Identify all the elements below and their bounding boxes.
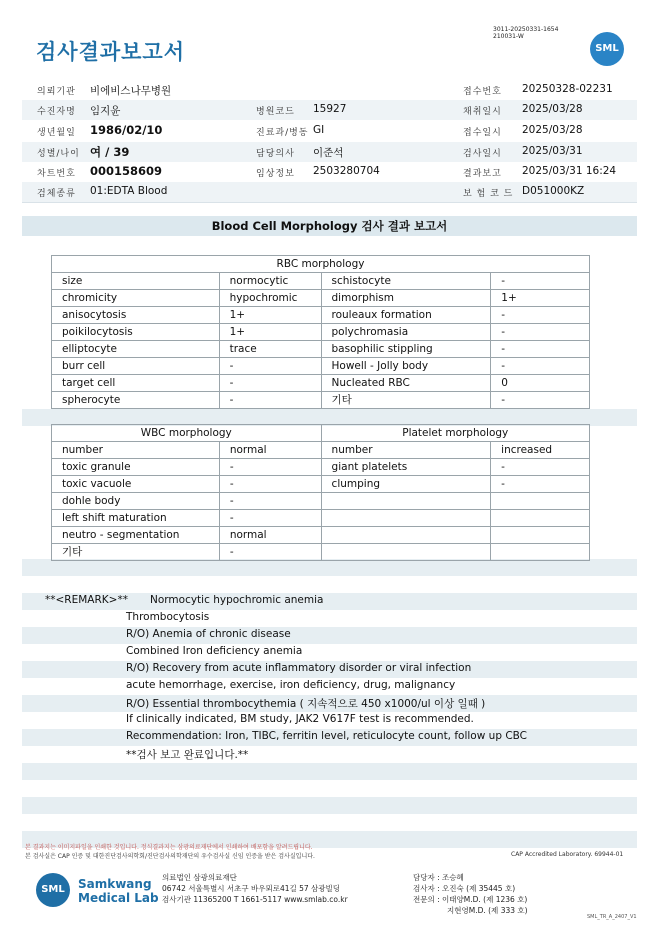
table-cell: -	[491, 307, 590, 324]
header-value: 1986/02/10	[90, 123, 163, 137]
header-label: 보 험 코 드	[463, 189, 514, 199]
table-cell: Howell - Jolly body	[321, 358, 491, 375]
header-label: 차트번호	[37, 169, 76, 179]
table-cell: number	[321, 442, 491, 459]
header-label: 수진자명	[37, 107, 76, 117]
table-cell: normal	[219, 442, 321, 459]
footer-note-print: 본 결과지는 이미지파일을 인쇄한 것입니다. 정식결과지는 삼광의료재단에서 인쇄하여 배포함을 알려드립니다.	[25, 844, 313, 851]
header-row	[22, 121, 637, 141]
table-cell: -	[219, 510, 321, 527]
header-value: 2025/03/28	[522, 103, 583, 115]
header-label: 채취일시	[463, 107, 502, 117]
remark-line: R/O) Recovery from acute inflammatory disorder or viral infection	[126, 662, 472, 674]
table-row	[52, 290, 590, 307]
header-label: 검사일시	[463, 149, 502, 159]
table-row	[52, 392, 590, 409]
header-value: 여 / 39	[90, 145, 130, 159]
table-cell: schistocyte	[321, 273, 491, 290]
header-label: 생년월일	[37, 128, 76, 138]
lab-name-line: Samkwang	[78, 877, 152, 891]
table-row	[52, 544, 590, 561]
header-value: 이준석	[313, 147, 344, 159]
remark-line: Recommendation: Iron, TIBC, ferritin level, reticulocyte count, follow up CBC	[126, 730, 527, 742]
rbc-table-title: RBC morphology	[52, 256, 590, 273]
footer-note-accreditation: 본 검사실은 CAP 인증 및 대한진단검사의학회/진단검사의학재단의 우수검사실 신임 인증을 받은 검사실입니다.	[25, 853, 315, 860]
table-cell: -	[491, 358, 590, 375]
table-cell: normal	[219, 527, 321, 544]
table-cell: -	[491, 476, 590, 493]
table-cell: increased	[491, 442, 590, 459]
table-cell: toxic vacuole	[52, 476, 220, 493]
rbc-morphology-table	[51, 255, 590, 409]
table-row	[52, 476, 590, 493]
table-row	[52, 527, 590, 544]
header-label: 접수일시	[463, 128, 502, 138]
table-cell: giant platelets	[321, 459, 491, 476]
samkwang-logo-icon: SML	[36, 873, 70, 907]
header-row	[22, 80, 637, 100]
header-row	[22, 182, 637, 202]
table-cell: -	[491, 341, 590, 358]
table-row	[52, 324, 590, 341]
signer-line: 담당자 : 조승혜	[413, 873, 464, 882]
table-row	[52, 493, 590, 510]
header-label: 검체종류	[37, 189, 76, 199]
table-cell: -	[219, 392, 321, 409]
table-row	[52, 459, 590, 476]
table-cell: basophilic stippling	[321, 341, 491, 358]
remark-label: **<REMARK>**	[45, 594, 128, 606]
table-cell: left shift maturation	[52, 510, 220, 527]
lab-name	[78, 877, 159, 905]
table-cell: 기타	[321, 392, 491, 409]
table-cell: trace	[219, 341, 321, 358]
header-value: 01:EDTA Blood	[90, 185, 168, 197]
table-cell	[491, 510, 590, 527]
table-cell	[491, 527, 590, 544]
table-cell: elliptocyte	[52, 341, 220, 358]
table-cell: clumping	[321, 476, 491, 493]
platelet-table-title: Platelet morphology	[321, 425, 589, 442]
table-row	[52, 358, 590, 375]
table-cell: Nucleated RBC	[321, 375, 491, 392]
header-value: GI	[313, 124, 325, 136]
header-label: 담당의사	[256, 149, 295, 159]
table-cell	[321, 510, 491, 527]
table-row	[52, 510, 590, 527]
table-cell: -	[491, 324, 590, 341]
header-value: 2503280704	[313, 165, 380, 177]
table-cell: -	[491, 459, 590, 476]
signer-line: 지현영M.D. (제 333 호)	[447, 906, 528, 915]
table-cell: 1+	[491, 290, 590, 307]
report-title: 검사결과보고서	[36, 40, 186, 64]
table-cell: rouleaux formation	[321, 307, 491, 324]
header-label: 성별/나이	[37, 149, 80, 159]
header-value: 15927	[313, 103, 347, 115]
section-title: Blood Cell Morphology 검사 결과 보고서	[22, 216, 637, 236]
signer-line: 전문의 : 이태양M.D. (제 1236 호)	[413, 895, 528, 904]
table-cell: anisocytosis	[52, 307, 220, 324]
sml-logo-icon: SML	[590, 32, 624, 66]
remark-line: Combined Iron deficiency anemia	[126, 645, 303, 657]
report-code-line: 210031-W	[493, 33, 524, 40]
wbc-table-title: WBC morphology	[52, 425, 322, 442]
header-label: 접수번호	[463, 87, 502, 97]
table-cell: hypochromic	[219, 290, 321, 307]
table-cell: spherocyte	[52, 392, 220, 409]
table-row	[52, 273, 590, 290]
table-row	[52, 442, 590, 459]
table-cell: -	[219, 375, 321, 392]
remark-line: Thrombocytosis	[126, 611, 210, 623]
lab-name-line: Medical Lab	[78, 891, 159, 905]
header-row	[22, 142, 637, 162]
table-cell	[321, 544, 491, 561]
report-code-line: 3011-20250331-1654	[493, 26, 559, 33]
table-cell: size	[52, 273, 220, 290]
table-cell	[321, 493, 491, 510]
table-cell: chromicity	[52, 290, 220, 307]
remark-line: If clinically indicated, BM study, JAK2 V617F test is recommended.	[126, 713, 474, 725]
table-cell	[491, 544, 590, 561]
table-row	[52, 307, 590, 324]
remark-line: **검사 보고 완료입니다.**	[126, 749, 249, 761]
table-cell: toxic granule	[52, 459, 220, 476]
table-cell: 1+	[219, 307, 321, 324]
header-value: D051000KZ	[522, 185, 585, 197]
table-cell	[491, 493, 590, 510]
address-line: 의료법인 삼광의료재단	[162, 873, 237, 882]
table-cell: normocytic	[219, 273, 321, 290]
header-label: 진료과/병동	[256, 128, 309, 138]
table-cell	[321, 527, 491, 544]
table-cell: dimorphism	[321, 290, 491, 307]
header-value: 000158609	[90, 164, 163, 178]
table-cell: neutro - segmentation	[52, 527, 220, 544]
header-value: 2025/03/28	[522, 124, 583, 136]
cap-accreditation: CAP Accredited Laboratory. 69944-01	[511, 851, 624, 858]
header-label: 임상정보	[256, 169, 295, 179]
table-cell: dohle body	[52, 493, 220, 510]
header-value: 비에비스나무병원	[90, 85, 172, 97]
lab-address	[162, 872, 348, 905]
header-row	[22, 100, 637, 120]
report-code	[493, 26, 558, 40]
table-cell: -	[219, 493, 321, 510]
table-cell: -	[219, 358, 321, 375]
table-cell: -	[491, 392, 590, 409]
table-row	[52, 375, 590, 392]
header-value: 임지윤	[90, 105, 121, 117]
header-divider	[22, 202, 637, 203]
header-label: 병원코드	[256, 107, 295, 117]
header-label: 결과보고	[463, 169, 502, 179]
table-cell: -	[491, 273, 590, 290]
wbc-platelet-morphology-table	[51, 424, 590, 561]
row-band	[22, 627, 637, 644]
table-cell: target cell	[52, 375, 220, 392]
header-value: 2025/03/31	[522, 145, 583, 157]
table-cell: 기타	[52, 544, 220, 561]
address-line: 06742 서울특별시 서초구 바우뫼로41길 57 삼광빌딩	[162, 884, 341, 893]
row-band	[22, 559, 637, 576]
table-cell: 0	[491, 375, 590, 392]
signers-block	[413, 872, 528, 916]
table-cell: number	[52, 442, 220, 459]
header-value: 20250328-02231	[522, 83, 613, 95]
remark-line: acute hemorrhage, exercise, iron deficiency, drug, malignancy	[126, 679, 456, 691]
table-cell: poikilocytosis	[52, 324, 220, 341]
header-row	[22, 162, 637, 182]
remark-line: R/O) Anemia of chronic disease	[126, 628, 291, 640]
table-cell: polychromasia	[321, 324, 491, 341]
remark-line: Normocytic hypochromic anemia	[150, 594, 324, 606]
table-cell: burr cell	[52, 358, 220, 375]
table-cell: 1+	[219, 324, 321, 341]
form-code: SML_TR_A_2407_V1	[587, 914, 637, 920]
table-row	[52, 341, 590, 358]
header-label: 의뢰기관	[37, 87, 76, 97]
table-cell: -	[219, 476, 321, 493]
address-line: 검사기관 11365200 T 1661-5117 www.smlab.co.kr	[162, 895, 348, 904]
remark-line: R/O) Essential thrombocythemia ( 지속적으로 450 x1000/ul 이상 일때 )	[126, 698, 486, 710]
table-cell: -	[219, 544, 321, 561]
signer-line: 검사자 : 오진숙 (제 35445 호)	[413, 884, 516, 893]
header-value: 2025/03/31 16:24	[522, 165, 617, 177]
table-cell: -	[219, 459, 321, 476]
row-band	[22, 797, 637, 814]
row-band	[22, 763, 637, 780]
